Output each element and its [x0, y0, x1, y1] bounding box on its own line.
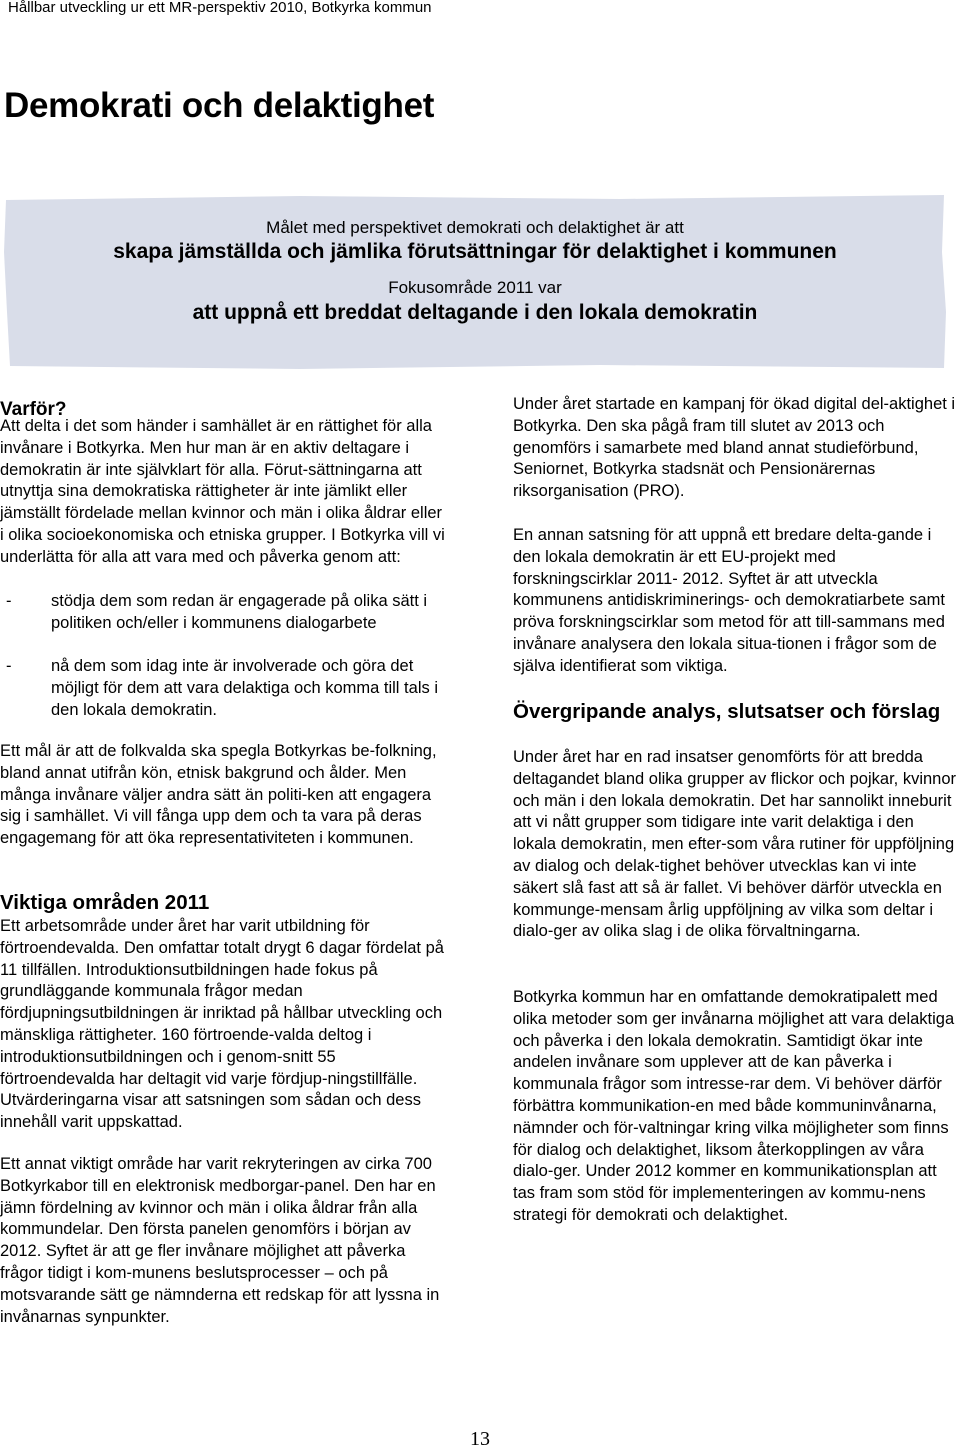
heading-analysis: Övergripande analys, slutsatser och förslag [513, 700, 941, 723]
page-number: 13 [470, 1428, 490, 1450]
paragraph-why: Att delta i det som händer i samhället är en rättighet för alla invånare i Botkyrka. Men hur man är en aktiv deltagare i demokratin är inte självklart för alla. Förut-sättningarna att utnyttja sina demokratiska rättigheter är inte jämlikt eller jämställt fördelade mellan kvinnor och män i olika åldrar eller i olika socioekonomiska och etniska grupper. I Botkyrka vill vi underlätta för alla att vara med och påverka genom att: [0, 417, 445, 566]
list-item-text: nå dem som idag inte är involverade och göra det möjligt för dem att vara delaktiga och komma till tals i den lokala demokratin. [51, 657, 438, 719]
paragraph-digital-campaign: Under året startade en kampanj för ökad digital del-aktighet i Botkyrka. Den ska pågå fram till slutet av 2013 och genomförs i samarbete med bland annat studieförbund, Seniornet, Botkyrka stadsnät och Pensionärernas riksorganisation (PRO). [513, 395, 956, 501]
banner-goal: skapa jämställda och jämlika förutsättningar för delaktighet i kommunen [113, 240, 837, 263]
heading-important-areas: Viktiga områden 2011 [0, 891, 210, 914]
banner-intro: Målet med perspektivet demokrati och delaktighet är att [266, 218, 684, 237]
list-item-text: stödja dem som redan är engagerade på olika sätt i politiken och/eller i kommunens dialogarbete [51, 592, 428, 632]
paragraph-analysis: Under året har en rad insatser genomförts för att bredda deltagandet bland olika grupper av flickor och pojkar, kvinnor och män i den lokala demokratin. Det har sannolikt inneburit att vi nått grupper som tidigare inte varit delaktiga i den lokala demokratin, men efter-som våra rutiner för uppföljning av dialog och delak-tighet behöver utvecklas kan vi inte säkert slå fast att så är fallet. Vi behöver därför utveckla en kommunge-mensam årlig uppföljning av vilka som deltar i dialo-ger av olika slag i de olika förvaltningarna. [513, 748, 957, 941]
list-item [0, 656, 450, 722]
list-item [0, 591, 450, 657]
goal-banner [0, 192, 960, 372]
paragraph-representation: Ett mål är att de folkvalda ska spegla Botkyrkas be-folkning, bland annat utifrån kön, etnisk bakgrund och ålder. Men många invånare väljer andra sätt än politi-ken att engagera sig i samhället. Vi vill fånga upp dem och ta vara på deras engagemang för att öka representativiteten i kommunen. [0, 742, 437, 848]
banner-focus-intro: Fokusområde 2011 var [388, 278, 562, 297]
paragraph-communication: Botkyrka kommun har en omfattande demokratipalett med olika metoder som ger invånarna möjlighet att vara delaktiga och påverka i den lokala demokratin. Samtidigt ökar inte andelen invånare som upplever att de kan påverka i kommunala frågor som intresse-rar dem. Vi behöver därför förbättra kommunikation-en med både kommuninvånarna, nämnder och för-valtningar kring vilka möjligheter som finns för dialog och delaktighet, liksom återkopplingen av våra dialo-ger. Under 2012 kommer en kommunikationsplan att tas fram som stöd för implementeringen av kommu-nens strategi för demokrati och delaktighet. [513, 988, 955, 1224]
paragraph-eu-project: En annan satsning för att uppnå ett bredare delta-gande i den lokala demokratin är ett EU-projekt med forskningscirklar 2011- 2012. Syftet är att utveckla kommunens antidiskriminerings- och demokratiarbete samt pröva forskningscirklar som metod för att till-sammans med invånare analysera den lokala situa-tionen i frågor som de själva identifierat som viktiga. [513, 526, 945, 675]
banner-focus: att uppnå ett breddat deltagande i den lokala demokratin [192, 301, 758, 324]
page-title: Demokrati och delaktighet [4, 86, 435, 125]
heading-why: Varför? [0, 399, 67, 420]
paragraph-training: Ett arbetsområde under året har varit utbildning för förtroendevalda. Den omfattar totalt drygt 6 dagar fördelat på 11 tillfällen. Introduktionsutbildningen hade fokus på grundläggande kommunala frågor medan fördjupningsutbildningen är inriktad på hållbar utveckling och mänskliga rättigheter. 160 förtroende-valda deltog i introduktionsutbildningen och i genom-snitt 55 förtroendevalda har deltagit vid varje fördjup-ningstillfälle. Utvärderingarna visar att satsningen som sådan och dess innehåll varit uppskattad. [0, 917, 444, 1132]
paragraph-citizen-panel: Ett annat viktigt område har varit rekryteringen av cirka 700 Botkyrkabor till en elektronisk medborgar-panel. Den har en jämn fördelning av kvinnor och män i olika åldrar från alla kommundelar. Den första panelen genomförs i början av 2012. Syftet är att ge fler invånare möjlighet att påverka frågor tidigt i kom-munens beslutsprocesser – och på motsvarande sätt ge nämnderna ett redskap för att lyssna in invånarnas synpunkter. [0, 1155, 440, 1326]
running-header: Hållbar utveckling ur ett MR-perspektiv 2010, Botkyrka kommun [8, 0, 432, 16]
list-dash: - [6, 592, 12, 610]
list-dash: - [6, 657, 12, 675]
